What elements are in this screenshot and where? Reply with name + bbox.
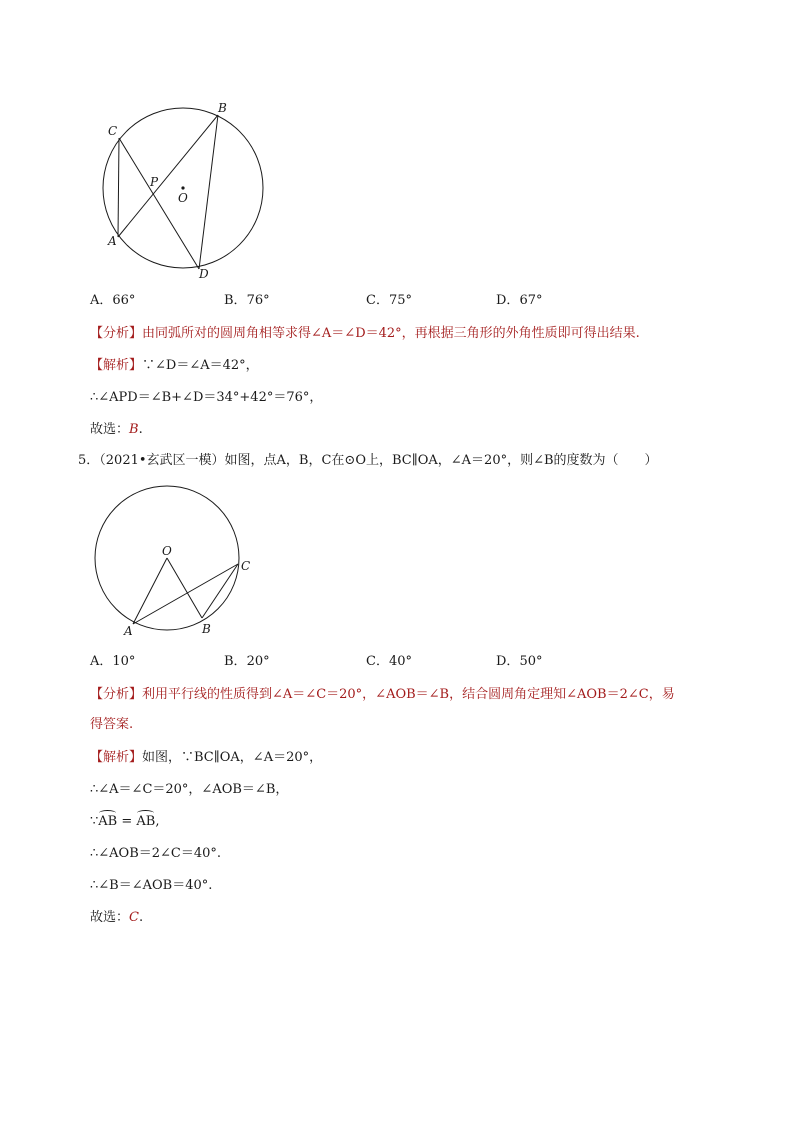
q5-solution-line4: ∴∠AOB＝2∠C＝40°. [90,846,222,861]
q5-arc-ab-1: AB [98,814,118,829]
q4-solution-tag: 【解析】 [90,358,143,373]
q4-analysis-text: 由同弧所对的圆周角相等求得∠A＝∠D＝42°，再根据三角形的外角性质即可得出结果. [142,326,640,341]
q4-center-dot [181,186,184,189]
q4-label-D: D [199,267,209,281]
q4-label-O: O [178,191,188,205]
q4-option-b: B．76° [224,293,270,308]
q5-answer: 故选：C. [90,910,144,925]
q5-option-a: A．10° [90,654,136,669]
q5-arc-ab-2: AB [136,814,156,829]
q5-chord-BC [202,564,238,618]
q4-label-C: C [108,124,118,138]
q4-chord-CA [118,138,119,237]
q5-analysis-line2: 得答案. [90,717,134,732]
q5-solution-tag: 【解析】 [90,750,143,765]
q4-option-a: A．66° [90,293,136,308]
q5-label-A: A [124,624,133,638]
q5-number: 5． [78,453,100,468]
q5-option-d: D．50° [496,654,543,669]
q5-stem-text: 如图，点A，B，C在⊙O上，BC∥OA，∠A＝20°，则∠B的度数为（ ） [224,453,658,468]
q4-solution-line2: ∴∠APD＝∠B+∠D＝34°+42°＝76°， [90,390,323,405]
q5-source: （2021•玄武区一模） [99,453,225,468]
q4-label-A: A [108,234,117,248]
q4-solution-line1: 【解析】∵∠D＝∠A＝42°， [90,358,259,373]
q4-answer-letter: B [129,422,139,437]
q4-option-d: D．67° [496,293,543,308]
q5-solution-line5: ∴∠B＝∠AOB＝40°. [90,878,213,893]
q4-chord-BD [199,115,218,269]
q5-circle-figure [88,484,263,644]
q5-analysis-tag: 【分析】 [90,687,143,702]
q5-analysis-line1: 【分析】利用平行线的性质得到∠A＝∠C＝20°，∠AOB＝∠B，结合圆周角定理知∠AOB＝2∠C，易 [90,687,675,702]
q4-analysis [90,325,640,343]
q5-option-b: B．20° [224,654,270,669]
q5-answer-letter: C [129,910,139,925]
q5-stem [78,452,658,470]
q5-label-C: C [241,559,251,573]
q5-label-B: B [202,622,211,636]
q4-answer: 故选：B. [90,422,143,437]
q5-option-c: C．40° [366,654,412,669]
q4-label-P: P [150,175,159,189]
q5-label-O: O [162,544,172,558]
q4-option-c: C．75° [366,293,412,308]
q4-analysis-tag: 【分析】 [90,326,143,341]
q4-label-B: B [218,101,227,115]
q5-solution-line2: ∴∠A＝∠C＝20°，∠AOB＝∠B， [90,782,289,797]
q4-circle-figure [96,98,276,283]
q5-solution-line1: 【解析】如图，∵BC∥OA，∠A＝20°， [90,750,323,765]
q5-solution-line3: ∵AB = AB, [90,814,160,829]
